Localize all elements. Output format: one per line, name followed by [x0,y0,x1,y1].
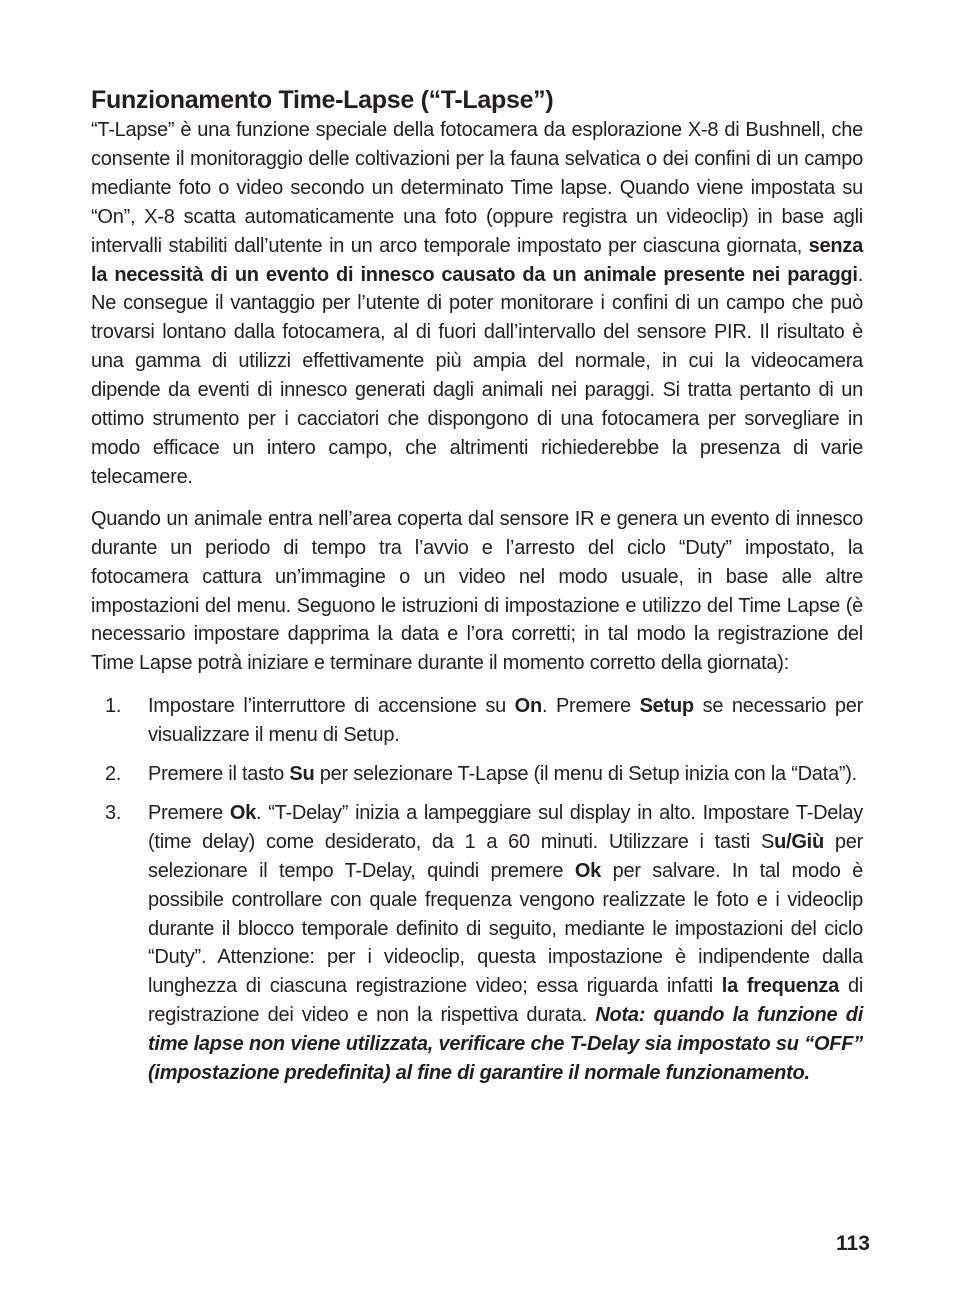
step-1-bold-2: Setup [639,695,694,718]
step-1-text-1: Impostare l’interruttore di accensione su [148,695,515,718]
step-3-bold-4: la frequenza [721,975,840,998]
trigger-paragraph: Quando un animale entra nell’area coperta dal sensore IR e genera un evento di innesco durante un periodo di tempo tra l’avvio e l’arresto del ciclo “Duty” impostato, la fotocamera cattura un’immagine o un video nel modo usuale, in base alle altre impostazioni del menu. Seguono le istruzioni di impostazione e utilizzo del Time Lapse (è necessario impostare dapprima la data e l’ora corretti; in tal modo la registrazione del Time Lapse potrà iniziare e terminare durante il momento corretto della giornata): [91,507,863,675]
step-3-text-1: Premere [148,801,230,824]
step-3-text-2: . “T-Delay” inizia a lampeggiare sul display in alto. Impostare T-Delay (time delay) come desiderato, da 1 a 60 minuti. Utilizzare i tasti S [148,801,863,853]
step-3-text-3: per selezionare il tempo T-Delay, quindi premere [148,830,863,882]
intro-text-2: . Ne consegue il vantaggio per l’utente di poter monitorare i confini di un campo che può trovarsi lontano dalla fotocamera, al di fuori dall’intervallo del sensore PIR. Il risultato è una gamma di utilizzi effettivamente più ampia del normale, in cui la videocamera dipende da eventi di innesco generati dagli animali nei paraggi. Si tratta pertanto di un ottimo strumento per i cacciatori che dispongono di una fotocamera per sorvegliare in modo efficace un intero campo, che altrimenti richiederebbe la presenza di varie telecamere. [91,263,863,488]
step-3-text-4: per salvare. In tal modo è possibile controllare con quale frequenza vengono realizzate le foto e i videoclip durante il blocco temporale definito di seguito, mediante le impostazioni del ciclo “Duty”. Attenzione: per i videoclip, questa impostazione è indipendente dalla lunghezza di ciascuna registrazione video; essa riguarda infatti [148,859,863,998]
step-item-2 [91,760,863,789]
intro-text-1: “T-Lapse” è una funzione speciale della fotocamera da esplorazione X-8 di Bushnell, che consente il monitoraggio delle coltivazioni per la fauna selvatica o dei confini di un campo mediante foto o video secondo un determinato Time lapse. Quando viene impostata su “On”, X-8 scatta automaticamente una foto (oppure registra un videoclip) in base agli intervalli stabiliti dall’utente in un arco temporale impostato per ciascuna giornata, [91,119,863,257]
step-1-text-2: . Premere [541,695,640,718]
page-number: 113 [836,1232,870,1255]
step-3-bold-1: Ok [229,801,257,824]
step-3-note: Nota: quando la funzione di time lapse non viene utilizzata, verificare che T-Delay sia impostato su “OFF” (impostazione predefinita) al fine di garantire il normale funzionamento. [148,1004,864,1085]
step-number-3: 3. [105,801,122,824]
step-1-text-3: se necessario per visualizzare il menu di Setup. [148,695,864,747]
section-heading: Funzionamento Time-Lapse (“T-Lapse”) [91,86,554,114]
manual-page-content [91,84,863,1098]
step-1-bold-1: On [514,695,542,718]
intro-paragraph [91,116,863,492]
step-number-1: 1. [105,695,122,718]
intro-bold-text: senza la necessità di un evento di innesco causato da un animale presente nei paraggi [91,234,863,286]
setup-steps-list [91,692,863,1088]
step-3-bold-3: Ok [574,859,602,882]
step-3-text-5: di registrazione dei video e non la rispettiva durata. [148,975,864,1027]
step-3-bold-2: u/Giù [774,830,824,853]
step-number-2: 2. [105,763,122,786]
step-2-bold-1: Su [289,763,315,786]
step-2-text-1: Premere il tasto [148,763,290,786]
step-2-text-2: per selezionare T-Lapse (il menu di Setup inizia con la “Data”). [314,763,857,786]
step-item-1 [91,692,863,750]
step-item-3 [91,799,863,1088]
